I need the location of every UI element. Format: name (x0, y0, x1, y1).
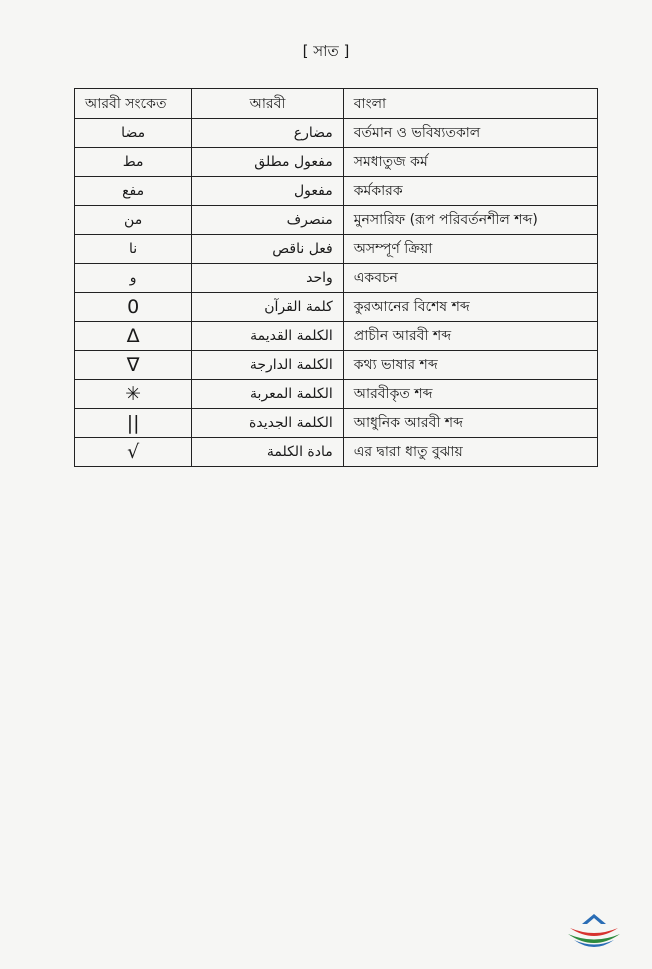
bangla-cell: আরবীকৃত শব্দ (343, 380, 597, 409)
table-row (75, 264, 598, 293)
bangla-cell: সমধাতুজ কর্ম (343, 148, 597, 177)
arabic-cell: مفعول (192, 177, 344, 206)
symbol-cell: 0 (75, 293, 192, 322)
arabic-cell: واحد (192, 264, 344, 293)
header-arabic-symbol: আরবী সংকেত (75, 89, 192, 119)
arabic-cell: مضارع (192, 119, 344, 148)
symbol-cell: ∇ (75, 351, 192, 380)
symbol-cell: Δ (75, 322, 192, 351)
bangla-cell: মুনসারিফ (রূপ পরিবর্তনশীল শব্দ) (343, 206, 597, 235)
symbol-cell: من (75, 206, 192, 235)
bangla-cell: এর দ্বারা ধাতু বুঝায় (343, 438, 597, 467)
table-row (75, 438, 598, 467)
symbol-cell: مط (75, 148, 192, 177)
arabic-cell: كلمة القرآن (192, 293, 344, 322)
arabic-cell: مادة الكلمة (192, 438, 344, 467)
publisher-logo-icon (566, 910, 622, 950)
symbol-cell: ✳ (75, 380, 192, 409)
bangla-cell: প্রাচীন আরবী শব্দ (343, 322, 597, 351)
header-arabic: আরবী (192, 89, 344, 119)
bangla-cell: কুরআনের বিশেষ শব্দ (343, 293, 597, 322)
bangla-cell: বর্তমান ও ভবিষ্যতকাল (343, 119, 597, 148)
bangla-cell: কর্মকারক (343, 177, 597, 206)
table-row (75, 119, 598, 148)
logo-red-swoosh (570, 928, 618, 936)
bangla-cell: আধুনিক আরবী শব্দ (343, 409, 597, 438)
arabic-cell: الكلمة المعربة (192, 380, 344, 409)
page-number: [ সাত ] (302, 42, 350, 60)
table-row (75, 235, 598, 264)
table-row (75, 351, 598, 380)
symbol-cell: مضا (75, 119, 192, 148)
arabic-cell: منصرف (192, 206, 344, 235)
bangla-cell: একবচন (343, 264, 597, 293)
symbol-cell: نا (75, 235, 192, 264)
table-row (75, 409, 598, 438)
arabic-cell: الكلمة الدارجة (192, 351, 344, 380)
table-row (75, 177, 598, 206)
symbol-cell: √ (75, 438, 192, 467)
symbol-cell: و (75, 264, 192, 293)
table-header-row (75, 89, 598, 119)
symbol-cell: مفع (75, 177, 192, 206)
bangla-cell: অসম্পূর্ণ ক্রিয়া (343, 235, 597, 264)
table-row (75, 293, 598, 322)
arabic-cell: الكلمة القديمة (192, 322, 344, 351)
arabic-cell: الكلمة الجديدة (192, 409, 344, 438)
arabic-cell: فعل ناقص (192, 235, 344, 264)
header-bangla: বাংলা (343, 89, 597, 119)
table-row (75, 206, 598, 235)
logo-roof-shape (582, 914, 606, 924)
bangla-cell: কথ্য ভাষার শব্দ (343, 351, 597, 380)
abbreviation-table (74, 88, 598, 467)
table-row (75, 148, 598, 177)
table-row (75, 322, 598, 351)
table-row (75, 380, 598, 409)
arabic-cell: مفعول مطلق (192, 148, 344, 177)
symbol-cell: || (75, 409, 192, 438)
